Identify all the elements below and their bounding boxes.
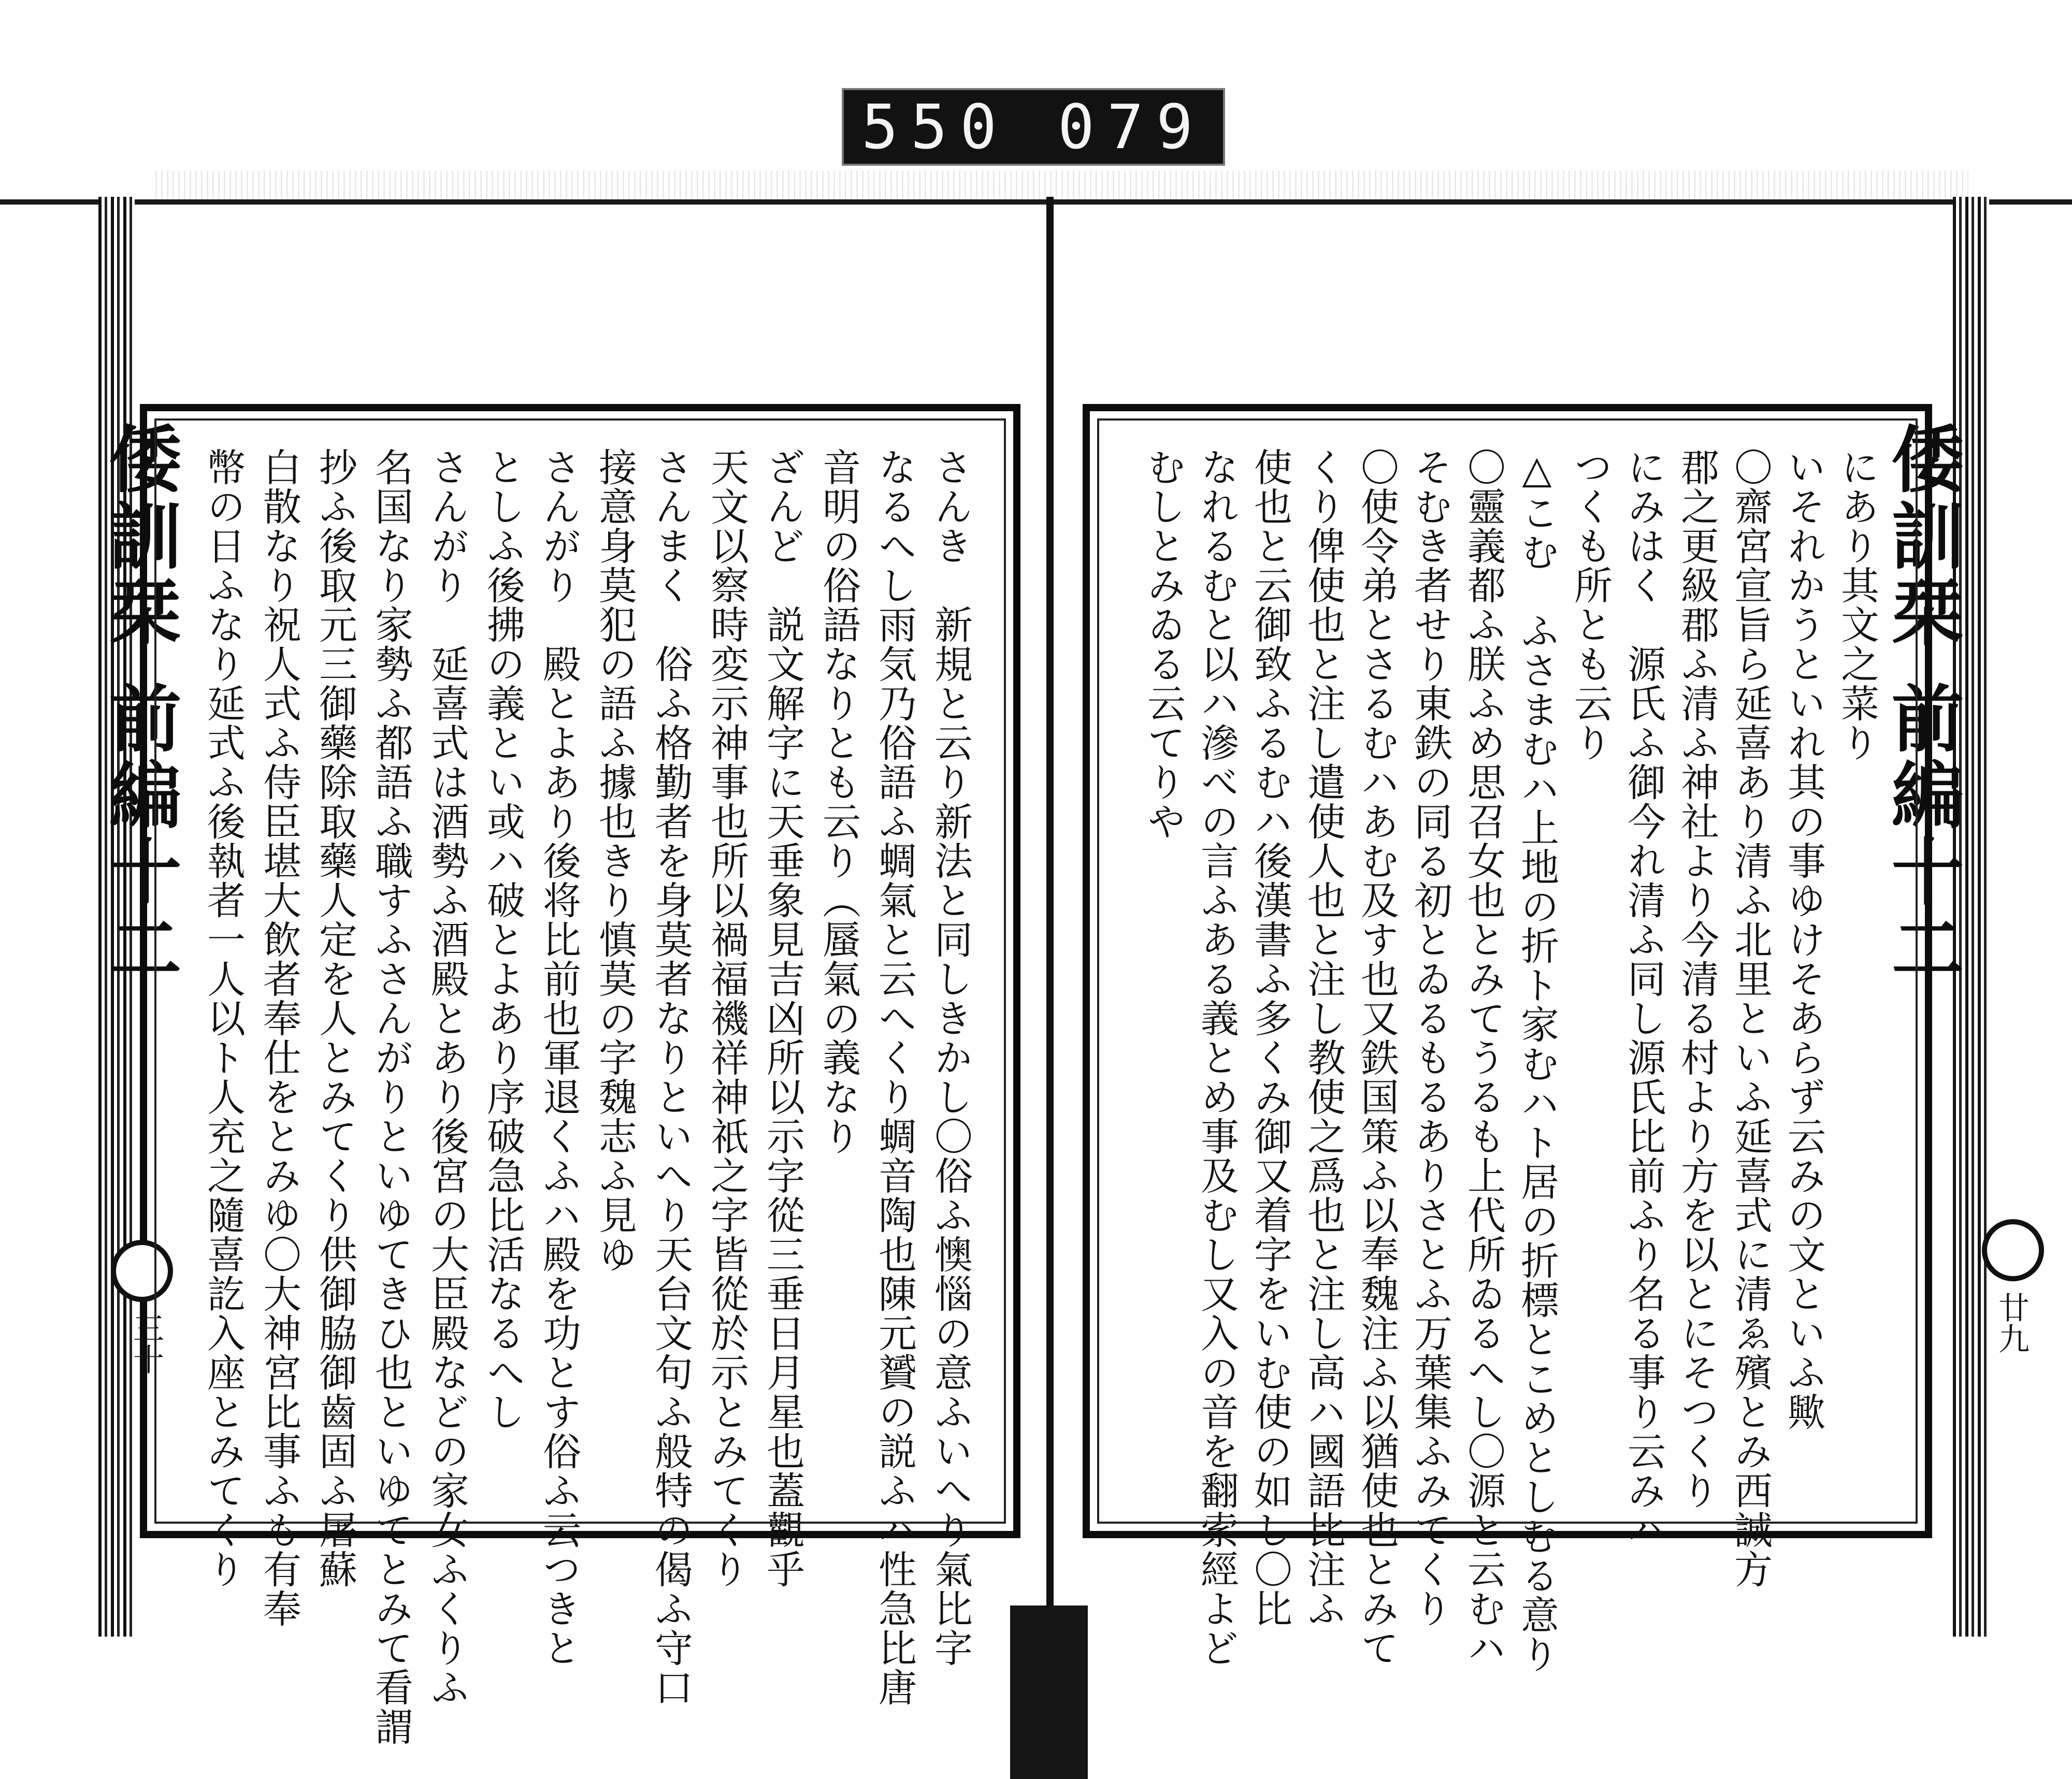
text-column: さんき 新規と云り新法と同しきかし〇俗ふ懊惱の意ふいへり氣比字 (928, 447, 973, 1668)
text-column: 〇靈義都ふ朕ふめ思召女也とみてうるも上代所ゐるへし〇源と云むハ (1461, 447, 1506, 1668)
text-column: さんまく 俗ふ格勤者を身莫者なりといへり天台文句ふ般特の偈ふ守口 (649, 447, 693, 1707)
text-column: 郡之更級郡ふ清ふ神社より今清る村より方を以とにそつくり (1675, 447, 1719, 1510)
book-spine (1046, 197, 1054, 1751)
text-column: 音明の俗語なりとも云り（蜃氣の義なり (816, 447, 861, 1156)
left-page (97, 404, 1020, 1746)
text-column: にあり其文之菜り (1835, 447, 1879, 762)
text-column: 幣の日ふなり延式ふ後執者一人以ト人充之隨喜訖入座とみてくり (201, 447, 246, 1589)
book-top-edge-texture (155, 171, 1968, 199)
reel-number: 550 (861, 91, 1010, 163)
text-column: なるへし雨気乃俗語ふ蜩氣と云へくり蜩音陶也陳元贇の説ふハ性急比唐 (872, 447, 917, 1707)
right-page (1083, 404, 2030, 1674)
text-column: むしとみゐる云てりや (1141, 447, 1186, 841)
text-column: そむき者せり東鉄の同る初とゐるもるありさとふ万葉集ふみてくり (1408, 447, 1452, 1628)
left-page-folio-circle (111, 1240, 173, 1302)
text-column: △こむ ふさまむハ上地の折ト家むハト居の折標とこめとしむる意り (1515, 447, 1559, 1674)
left-page-folio: 三十 (128, 1312, 164, 1375)
text-column: 〇使令弟とさるむハあむ及す也又鉄国策ふ以奉魏注ふ以猶使也とみて (1355, 447, 1399, 1668)
text-column: くり俾使也と注し遣使人也と注し教使之爲也と注し高ハ國語比注ふ (1301, 447, 1346, 1628)
text-column: 白散なり祝人式ふ侍臣堪大飲者奉仕をとみゆ〇大神宮比事ふも有奉 (257, 447, 301, 1628)
text-column: 天文以察時変示神事也所以禍福禨祥神祇之字皆從於示とみてくり (704, 447, 749, 1589)
reel-label (842, 88, 1225, 166)
text-column: いそれかうといれ其の事ゆけそあらず云みの文といふ歟 (1781, 447, 1826, 1431)
right-page-folio: 廿九 (1993, 1292, 2030, 1354)
text-column: ざんど 説文解字に天垂象見吉凶所以示字從三垂日月星也蓋觀乎 (760, 447, 805, 1589)
book-top-edge (0, 199, 2072, 205)
text-column: 名国なり家勢ふ都語ふ職すふさんがりといゆてきひ也といゆてとみて看謂 (369, 447, 413, 1746)
left-page-title: 倭訓栞 前編十二 (97, 422, 182, 988)
text-column: なれるむと以ハ滲べの言ふある義とめ事及むし又入の音を翻索經よど (1195, 447, 1239, 1668)
binding-shadow (1010, 1606, 1088, 1779)
right-page-folio-circle (1982, 1219, 2044, 1281)
text-column: 接意身莫犯の語ふ據也きり慎莫の字魏志ふ見ゆ (593, 447, 637, 1274)
text-column: にみはく 源氏ふ御今れ清ふ同し源氏比前ふり名る事り云みハ (1621, 447, 1666, 1550)
text-column: つくも所とも云り (1568, 447, 1613, 762)
text-column: としふ後拂の義とい或ハ破とよあり序破急比活なるへし (481, 447, 525, 1431)
text-column: さんがり 殿とよあり後将比前也軍退くふハ殿を功とす俗ふ云つきと (537, 447, 581, 1668)
text-column: 抄ふ後取元三御藥除取藥人定を人とみてくり供御脇御齒固ふ屠蘇 (313, 447, 357, 1589)
frame-number: 079 (1057, 91, 1205, 163)
text-column: 〇齋宮宣旨ら延喜あり清ふ北里といふ延喜式に清ゑ殯とみ西誠方 (1728, 447, 1773, 1589)
text-column: さんがり 延喜式は酒勢ふ酒殿とあり後宮の大臣殿などの家女ふくりふ (425, 447, 469, 1707)
right-page-title: 倭訓栞 前編十二 (1879, 422, 1964, 988)
text-column: 使也と云御致ふるむハ後漢書ふ多くみ御又着字をいむ使の如し〇比 (1248, 447, 1292, 1628)
